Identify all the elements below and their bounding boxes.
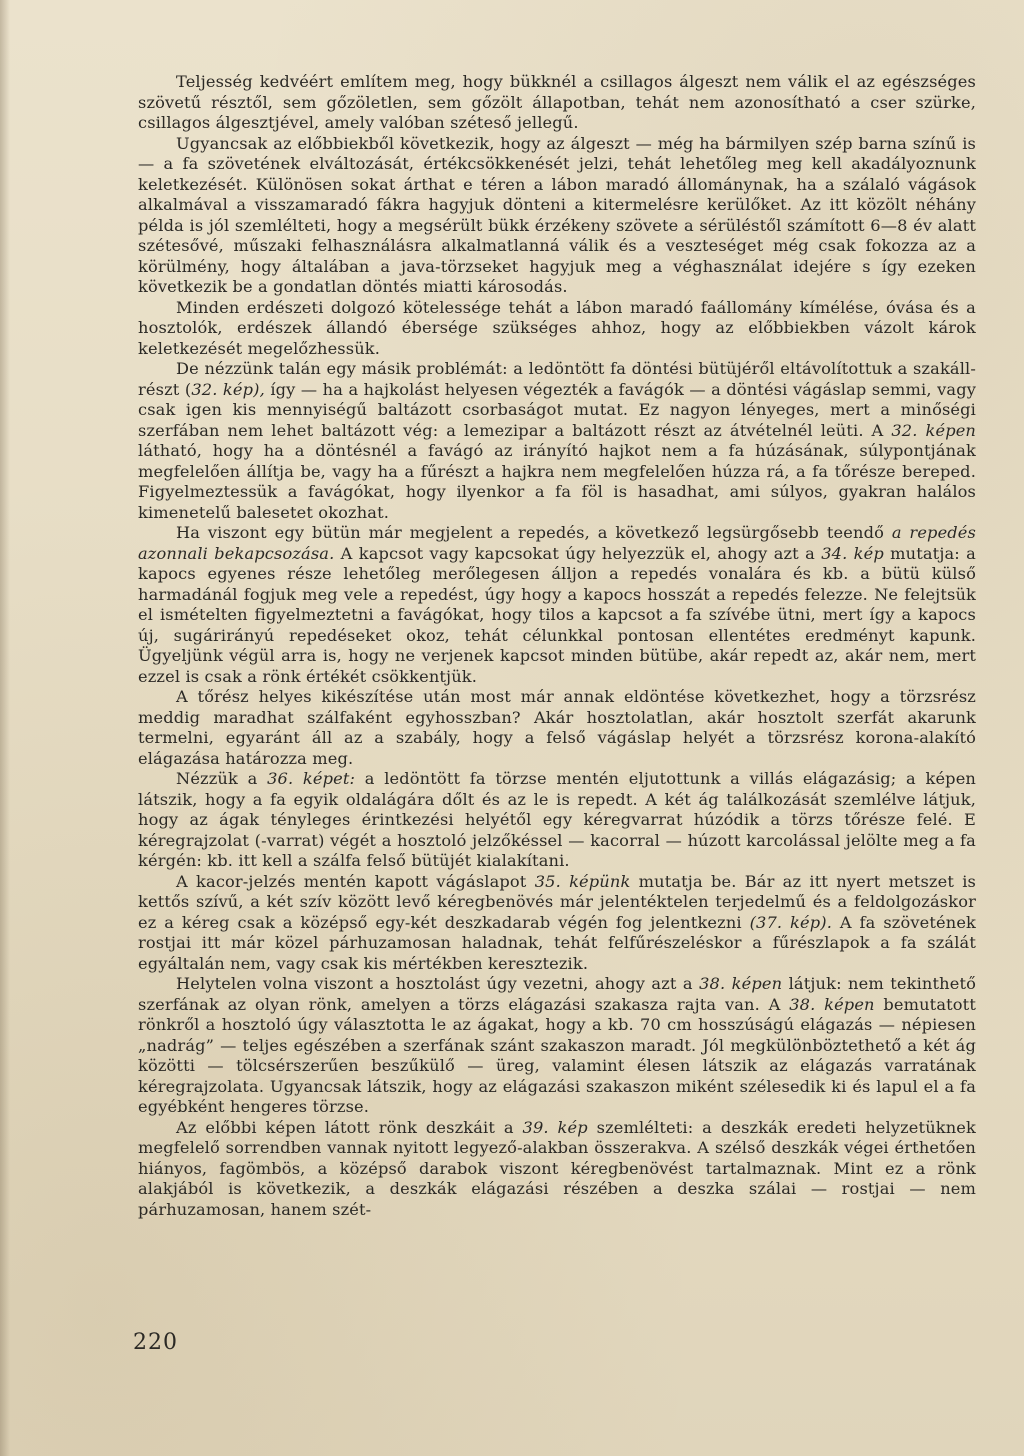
page-edge-shadow xyxy=(0,0,10,1456)
text-run: Ugyancsak az előbbiekből következik, hogy az álgeszt — még ha bármilyen szép barna színű is — a fa szövetének elváltozását, értékcsökkenését jelzi, tehát lehetőleg meg kell akadályoznunk keletkezését. Különösen sokat árthat e téren a lábon maradó állománynak, ha a szálaló vágások alkalmával a visszamaradó fákra hagyjuk dönteni a kitermelésre kerülőket. Az itt közölt néhány példa is jól szemlélteti, hogy a megsérült bükk érzékeny szövete a sérüléstől számított 6—8 év alatt széteső​vé, műszaki felhasználásra alkalmatlanná válik és a veszteséget még csak fokozza az a körülmény, hogy általában a java-törzseket hagyjuk meg a véghasználat idejére s így ezeken következik be a gondatlan döntés miatti károsodás. xyxy=(138,133,976,296)
text-run: A kacor-jelzés mentén kapott vágáslapot xyxy=(176,871,535,891)
text-run: A kapcsot vagy kapcsokat úgy helyezzük el, ahogy azt a xyxy=(334,543,822,563)
text-run: Minden erdészeti dolgozó kötelessége tehát a lábon maradó faállomány kímélése, óvása és a hosztolók, erdészek állandó ébersége szükséges ahhoz, hogy az előbbiekben vázolt károk keletkezését megelőzhessük. xyxy=(138,297,976,358)
text-run: Helytelen volna viszont a hosztolást úgy vezetni, ahogy azt a xyxy=(176,974,700,993)
text-run: Az előbbi képen látott rönk deszkáit a xyxy=(176,1117,523,1137)
italic-figure-reference: 34. kép xyxy=(821,543,884,563)
paragraph xyxy=(138,298,976,360)
paragraph xyxy=(138,1118,976,1221)
text-run: bemutatott rönkről a hosztoló úgy választotta le az ágakat, hogy a kb. 70 cm hosszúságú elágazás — népiesen „nadrág” — teljes egészében a szerfának szánt szakaszon maradt. Jól megkülönböztethető a két ág közötti — tölcsérszerűen beszűkülő — üreg, valamint élesen látszik az elágazás varratának kéregrajzolata. Ugyancsak látszik, hogy az elágazási szakaszon miként szélesedik ki és lapul el a fa egyébként hengeres törzse. xyxy=(138,994,976,1116)
text-run: Nézzük a xyxy=(176,769,268,788)
italic-figure-reference: 32. képen xyxy=(891,420,977,440)
italic-figure-reference: 32. kép), xyxy=(191,379,265,399)
text-run: A tőrész helyes kikészítése után most már annak eldöntése következhet, hogy a törzsrész meddig maradhat szálfaként egyhosszban? Akár hosztolatlan, akár hosztolt szerfát akarunk termelni, egyaránt áll az a szabály, hogy a felső vágáslap helyét a törzsrész korona-alakító elágazása határozza meg. xyxy=(138,687,976,768)
paragraph xyxy=(138,134,976,298)
text-run: a ledöntött fa törzse mentén eljutottunk a villás elágazásig; a képen látszik, hogy a fa egyik oldalágára dőlt és az le is repedt. A két ág találkozását szemlélve látjuk, hogy az ágak tényleges érintkezési helyétől egy kéregvarrat húzódik a törzs tőrésze felé. E kéregrajzolat (-varrat) végét a hosztoló jelzőkéssel — kacorral — húzott karcolással jelölte meg a fa kérgén: kb. itt kell a szálfa felső bütüjét kialakítani. xyxy=(138,769,977,870)
italic-figure-reference: 38. képen xyxy=(789,994,875,1014)
paragraph xyxy=(138,872,976,975)
text-run: így — ha a hajkolást helyesen végezték a favágók — a döntési vágáslap semmi, vagy csak igen kis mennyiségű baltázott csorbaságot mutat. Ez nagyon lényeges, mert a minőségi szerfában nem lehet baltázott vég: a lemezipar a baltázott részt az átvételnél leüti. A xyxy=(138,379,977,440)
page-number: 220 xyxy=(133,1330,178,1355)
paragraph xyxy=(138,72,976,134)
italic-figure-reference: 36. képet: xyxy=(267,769,356,788)
text-run: látjuk: nem tekinthető szerfának az olyan rönk, amelyen a törzs elágazási szakasza rajta van. A xyxy=(138,974,976,1014)
italic-figure-reference: 38. képen xyxy=(699,974,783,993)
italic-figure-reference: (37. kép). xyxy=(749,912,833,932)
text-run: mutatja: a kapocs egyenes része lehetőleg merőlegesen álljon a repedés vonalára és kb. a bütü külső harmadánál fogjuk meg vele a repedést, úgy hogy a kapocs hosszát a repedés felezze. Ne felejtsük el ismételten figyelmeztetni a favágókat, hogy tilos a kapcsot a fa szívébe ütni, mert így a kapocs új, sugárirányú repedéseket okoz, tehát célunkkal pontosan ellentétes eredményt kapunk. Ügyeljünk végül arra is, hogy ne verjenek kapcsot minden bütübe, akár repedt az, akár nem, mert ezzel is csak a rönk értékét csökkentjük. xyxy=(138,543,976,686)
text-run: A fa szövetének rostjai itt már közel párhuzamosan haladnak, tehát felfűrészeléskor a fűrészlapok a fa szálát egyáltalán nem, vagy csak kis mértékben keresztezik. xyxy=(138,912,977,973)
text-run: Ha viszont egy bütün már megjelent a repedés, a következő legsürgősebb teendő xyxy=(176,523,892,542)
text-run: Teljesség kedvéért említem meg, hogy bükknél a csillagos álgeszt nem válik el az egészséges szövetű résztől, sem gőzöletlen, sem gőzölt állapotban, tehát nem azonosítható a cser szürke, csillagos álgesztjével, amely valóban széteső jellegű. xyxy=(138,72,976,132)
text-run: mutatja be. Bár az itt nyert metszet is kettős szívű, a két szív között levő kéregbenövés már jelentéktelen terjedelmű és a feldolgozáskor ez a kéreg csak a középső egy-két deszkadarab végén fog jelentkezni xyxy=(138,871,976,932)
paragraph xyxy=(138,769,976,872)
italic-figure-reference: 39. kép xyxy=(522,1117,588,1137)
italic-figure-reference: a repedés azonnali bekapcsozása. xyxy=(138,523,976,563)
italic-figure-reference: 35. képünk xyxy=(534,871,631,891)
body-text xyxy=(138,72,976,1220)
text-run: De nézzünk talán egy másik problémát: a ledöntött fa döntési bütüjéről eltávolítottuk a szakáll-részt ( xyxy=(138,359,976,399)
paragraph xyxy=(138,359,976,523)
paragraph xyxy=(138,687,976,769)
paragraph xyxy=(138,523,976,687)
text-run: látható, hogy ha a döntésnél a favágó az irányító hajkot nem a fa húzásának, súlypontjának megfelelően állítja be, vagy ha a fűrészt a hajkra nem megfelelően húzza rá, a fa tőrésze bereped. Figyelmeztessük a favágókat, hogy ilyenkor a fa föl is hasadhat, ami súlyos, gyakran halálos kimenetelű balesetet okozhat. xyxy=(138,441,976,522)
text-run: szemlélteti: a deszkák eredeti helyzetüknek megfelelő sorrendben vannak nyitott legyező-alakban összerakva. A szélső deszkák végei érthetően hiányos, fagömbös, a középső darabok viszont kéregbenövést tartalmaznak. Mint ez a rönk alakjából is következik, a deszkák elágazási részében a deszka szálai — rostjai — nem párhuzamosan, hanem szét- xyxy=(138,1117,976,1219)
paragraph xyxy=(138,974,976,1118)
